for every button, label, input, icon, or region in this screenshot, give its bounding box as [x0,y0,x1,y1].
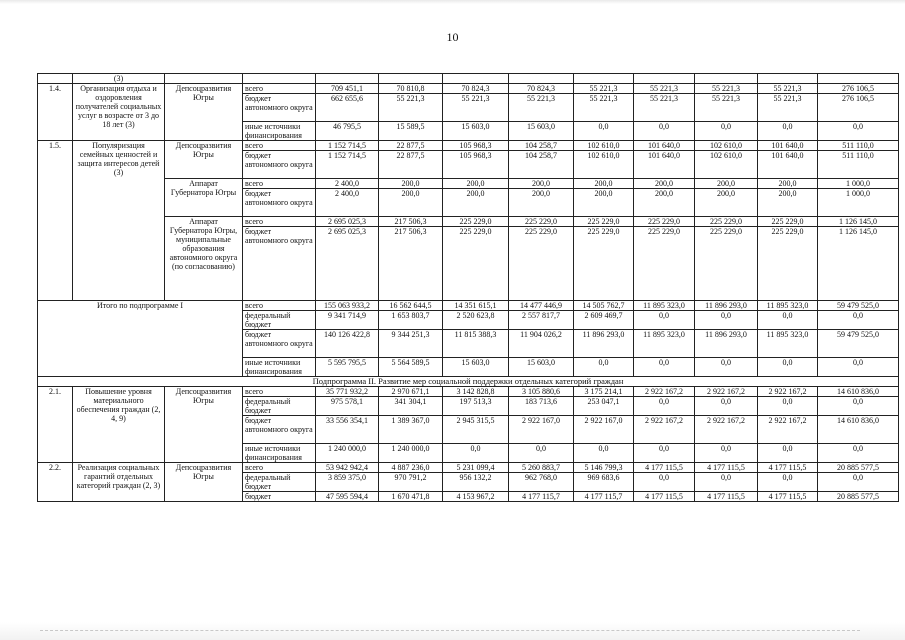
measure-name: Организация отдыха и оздоровления получателей социальных услуг в возрасте от 3 до 18 лет (3) [73,84,165,141]
value-cell: 102 610,0 [574,151,634,179]
value-cell: 11 896 293,0 [695,330,758,358]
value-cell: 3 175 214,1 [574,387,634,397]
value-cell: 225 229,0 [634,217,695,227]
value-cell: 200,0 [574,179,634,189]
value-cell: 1 670 471,8 [379,492,443,502]
value-cell: 15 603,0 [443,122,509,141]
executor-cell: Депсоцразвития Югры [165,387,243,463]
subtotal-label: Итого по подпрограмме I [38,301,243,377]
value-cell: 511 110,0 [818,141,899,151]
scan-edge-bottom [0,622,905,640]
value-cell: 2 695 025,3 [316,227,379,301]
empty-cell [443,74,509,84]
value-cell: 217 506,3 [379,217,443,227]
value-cell: 4 177 115,7 [574,492,634,502]
value-cell: 225 229,0 [509,217,574,227]
empty-cell [316,74,379,84]
value-cell: 105 968,3 [443,141,509,151]
scan-edge-top [0,0,905,4]
funding-source: всего [243,217,316,227]
value-cell: 11 815 388,3 [443,330,509,358]
value-cell: 55 221,3 [574,84,634,94]
value-cell: 709 451,1 [316,84,379,94]
value-cell: 0,0 [695,358,758,377]
value-cell: 200,0 [695,179,758,189]
value-cell: 276 106,5 [818,94,899,122]
value-cell: 0,0 [818,358,899,377]
value-cell: 1 000,0 [818,189,899,217]
value-cell: 956 132,2 [443,473,509,492]
value-cell: 102 610,0 [574,141,634,151]
value-cell: 0,0 [758,358,818,377]
value-cell: 1 152 714,5 [316,141,379,151]
value-cell: 11 896 293,0 [695,301,758,311]
value-cell: 0,0 [818,311,899,330]
budget-table [37,73,899,502]
value-cell: 200,0 [443,189,509,217]
funding-source: бюджет автономного округа [243,330,316,358]
value-cell: 0,0 [818,444,899,463]
value-cell: 0,0 [509,444,574,463]
subtotal-row [38,301,899,311]
value-cell: 101 640,0 [634,141,695,151]
value-cell: 20 885 577,5 [818,463,899,473]
value-cell: 0,0 [634,473,695,492]
value-cell: 0,0 [758,397,818,416]
value-cell: 55 221,3 [634,84,695,94]
table-row [38,141,899,151]
value-cell: 217 506,3 [379,227,443,301]
value-cell: 5 564 589,5 [379,358,443,377]
value-cell: 2 922 167,2 [695,387,758,397]
value-cell: 47 595 594,4 [316,492,379,502]
value-cell: 2 922 167,0 [509,416,574,444]
value-cell: 9 344 251,3 [379,330,443,358]
value-cell: 55 221,3 [695,84,758,94]
section-title: Подпрограмма II. Развитие мер социальной поддержки отдельных категорий граждан [38,377,899,387]
empty-cell [758,74,818,84]
table-row [38,463,899,473]
value-cell: 2 557 817,7 [509,311,574,330]
value-cell: 0,0 [634,444,695,463]
value-cell: 200,0 [574,189,634,217]
value-cell: 2 945 315,5 [443,416,509,444]
value-cell: 2 922 167,2 [695,416,758,444]
value-cell: 0,0 [634,311,695,330]
value-cell: 102 610,0 [695,141,758,151]
page-number: 10 [446,30,459,44]
value-cell: 1 000,0 [818,179,899,189]
value-cell: 4 177 115,5 [758,463,818,473]
row-number: 1.5. [38,141,73,301]
value-cell: 662 655,6 [316,94,379,122]
value-cell: 11 895 323,0 [634,301,695,311]
value-cell: 14 610 836,0 [818,416,899,444]
value-cell: 46 795,5 [316,122,379,141]
value-cell: 0,0 [574,122,634,141]
value-cell: 2 609 469,7 [574,311,634,330]
value-cell: 1 389 367,0 [379,416,443,444]
value-cell: 55 221,3 [379,94,443,122]
value-cell: 101 640,0 [758,151,818,179]
value-cell: 55 221,3 [634,94,695,122]
row-number: 2.1. [38,387,73,463]
value-cell: 225 229,0 [443,227,509,301]
funding-source: всего [243,387,316,397]
value-cell: 975 578,1 [316,397,379,416]
value-cell: 2 970 671,1 [379,387,443,397]
value-cell: 4 177 115,7 [509,492,574,502]
funding-source: федеральный бюджет [243,397,316,416]
value-cell: 1 126 145,0 [818,227,899,301]
value-cell: 70 824,3 [443,84,509,94]
value-cell: 0,0 [695,444,758,463]
measure-name: Реализация социальных гарантий отдельных категорий граждан (2, 3) [73,463,165,502]
value-cell: 2 695 025,3 [316,217,379,227]
value-cell: 55 221,3 [509,94,574,122]
table-row [38,84,899,94]
value-cell: 962 768,0 [509,473,574,492]
value-cell: 4 177 115,5 [695,492,758,502]
table-row [38,387,899,397]
value-cell: 225 229,0 [443,217,509,227]
value-cell: 155 063 933,2 [316,301,379,311]
value-cell: 200,0 [379,179,443,189]
value-cell: 200,0 [634,189,695,217]
funding-source: бюджет [243,492,316,502]
value-cell: 0,0 [758,473,818,492]
row-number: 2.2. [38,463,73,502]
value-cell: 35 771 932,2 [316,387,379,397]
value-cell: 14 505 762,7 [574,301,634,311]
funding-source: иные источники финансирования [243,444,316,463]
value-cell: 0,0 [634,122,695,141]
value-cell: 20 885 577,5 [818,492,899,502]
value-cell: 2 922 167,2 [758,416,818,444]
value-cell: 1 240 000,0 [379,444,443,463]
funding-source: всего [243,179,316,189]
value-cell: 0,0 [758,311,818,330]
number-cell [38,74,73,84]
value-cell: 197 513,3 [443,397,509,416]
funding-source: бюджет автономного округа [243,416,316,444]
value-cell: 200,0 [695,189,758,217]
value-cell: 104 258,7 [509,151,574,179]
row-number: 1.4. [38,84,73,141]
funding-source: федеральный бюджет [243,473,316,492]
value-cell: 200,0 [758,179,818,189]
value-cell: 0,0 [695,122,758,141]
funding-source: бюджет автономного округа [243,151,316,179]
value-cell: 225 229,0 [758,217,818,227]
value-cell: 225 229,0 [695,217,758,227]
value-cell: 59 479 525,0 [818,301,899,311]
value-cell: 4 177 115,5 [634,463,695,473]
value-cell: 341 304,1 [379,397,443,416]
value-cell: 14 477 446,9 [509,301,574,311]
value-cell: 200,0 [758,189,818,217]
value-cell: 200,0 [379,189,443,217]
value-cell: 225 229,0 [634,227,695,301]
empty-cell [379,74,443,84]
value-cell: 140 126 422,8 [316,330,379,358]
value-cell: 15 589,5 [379,122,443,141]
executor-cell: Депсоцразвития Югры [165,141,243,179]
value-cell: 53 942 942,4 [316,463,379,473]
value-cell: 3 859 375,0 [316,473,379,492]
table-row [38,217,899,227]
value-cell: 0,0 [758,444,818,463]
value-cell: 0,0 [695,397,758,416]
funding-source: всего [243,84,316,94]
value-cell: 0,0 [818,473,899,492]
value-cell: 11 895 323,0 [634,330,695,358]
empty-cell [695,74,758,84]
value-cell: 14 351 615,1 [443,301,509,311]
value-cell: 2 400,0 [316,189,379,217]
value-cell: 0,0 [574,444,634,463]
value-cell: 33 556 354,1 [316,416,379,444]
value-cell: 11 904 026,2 [509,330,574,358]
value-cell: 4 177 115,5 [695,463,758,473]
value-cell: 55 221,3 [443,94,509,122]
section-row [38,377,899,387]
value-cell: 225 229,0 [574,217,634,227]
value-cell: 4 153 967,2 [443,492,509,502]
value-cell: 4 177 115,5 [758,492,818,502]
funding-source: всего [243,141,316,151]
value-cell: 11 896 293,0 [574,330,634,358]
empty-cell [509,74,574,84]
value-cell: 11 895 323,0 [758,330,818,358]
value-cell: 102 610,0 [695,151,758,179]
value-cell: 55 221,3 [695,94,758,122]
funding-source: бюджет автономного округа [243,189,316,217]
value-cell: 0,0 [818,122,899,141]
value-cell: 15 603,0 [443,358,509,377]
value-cell: 4 177 115,5 [634,492,695,502]
value-cell: 200,0 [443,179,509,189]
value-cell: 5 595 795,5 [316,358,379,377]
funding-source: всего [243,301,316,311]
funding-source: бюджет автономного округа [243,227,316,301]
value-cell: 11 895 323,0 [758,301,818,311]
value-cell: 200,0 [634,179,695,189]
value-cell: 15 603,0 [509,122,574,141]
value-cell: 2 922 167,2 [634,416,695,444]
value-cell: 970 791,2 [379,473,443,492]
value-cell: 4 887 236,0 [379,463,443,473]
continuation-cell: (3) [73,74,165,84]
value-cell: 22 877,5 [379,151,443,179]
funding-source: федеральный бюджет [243,311,316,330]
executor-cell: Аппарат Губернатора Югры [165,179,243,217]
value-cell: 3 142 828,8 [443,387,509,397]
scan-artifact-line [40,630,860,631]
value-cell: 70 810,8 [379,84,443,94]
funding-source: иные источники финансирования [243,358,316,377]
executor-cell: Депсоцразвития Югры [165,463,243,502]
value-cell: 2 922 167,0 [574,416,634,444]
value-cell: 276 106,5 [818,84,899,94]
value-cell: 1 152 714,5 [316,151,379,179]
value-cell: 2 520 623,8 [443,311,509,330]
empty-cell [634,74,695,84]
value-cell: 5 146 799,3 [574,463,634,473]
value-cell: 183 713,6 [509,397,574,416]
value-cell: 55 221,3 [758,94,818,122]
value-cell: 0,0 [443,444,509,463]
value-cell: 0,0 [634,397,695,416]
continuation-row [38,74,899,84]
value-cell: 22 877,5 [379,141,443,151]
measure-name: Повышение уровня материального обеспечения граждан (2, 4, 9) [73,387,165,463]
executor-cell: Аппарат Губернатора Югры, муниципальные образования автономного округа (по согласованию) [165,217,243,301]
value-cell: 101 640,0 [758,141,818,151]
empty-cell [165,74,243,84]
value-cell: 225 229,0 [574,227,634,301]
empty-cell [574,74,634,84]
value-cell: 511 110,0 [818,151,899,179]
value-cell: 55 221,3 [574,94,634,122]
value-cell: 1 240 000,0 [316,444,379,463]
value-cell: 0,0 [634,358,695,377]
value-cell: 225 229,0 [695,227,758,301]
value-cell: 0,0 [695,473,758,492]
executor-cell: Депсоцразвития Югры [165,84,243,141]
value-cell: 1 126 145,0 [818,217,899,227]
funding-source: бюджет автономного округа [243,94,316,122]
value-cell: 101 640,0 [634,151,695,179]
value-cell: 225 229,0 [758,227,818,301]
value-cell: 1 653 803,7 [379,311,443,330]
value-cell: 200,0 [509,189,574,217]
value-cell: 225 229,0 [509,227,574,301]
value-cell: 5 231 099,4 [443,463,509,473]
value-cell: 2 922 167,2 [634,387,695,397]
value-cell: 0,0 [574,358,634,377]
value-cell: 9 341 714,9 [316,311,379,330]
table-row [38,179,899,189]
value-cell: 2 400,0 [316,179,379,189]
value-cell: 16 562 644,5 [379,301,443,311]
value-cell: 3 105 880,6 [509,387,574,397]
value-cell: 0,0 [695,311,758,330]
value-cell: 253 047,1 [574,397,634,416]
funding-source: всего [243,463,316,473]
value-cell: 70 824,3 [509,84,574,94]
value-cell: 5 260 883,7 [509,463,574,473]
value-cell: 105 968,3 [443,151,509,179]
empty-cell [243,74,316,84]
value-cell: 969 683,6 [574,473,634,492]
measure-name: Популяризация семейных ценностей и защита интересов детей (3) [73,141,165,301]
funding-source: иные источники финансирования [243,122,316,141]
value-cell: 0,0 [758,122,818,141]
value-cell: 15 603,0 [509,358,574,377]
value-cell: 0,0 [818,397,899,416]
empty-cell [818,74,899,84]
value-cell: 59 479 525,0 [818,330,899,358]
value-cell: 104 258,7 [509,141,574,151]
value-cell: 55 221,3 [758,84,818,94]
value-cell: 14 610 836,0 [818,387,899,397]
value-cell: 200,0 [509,179,574,189]
value-cell: 2 922 167,2 [758,387,818,397]
